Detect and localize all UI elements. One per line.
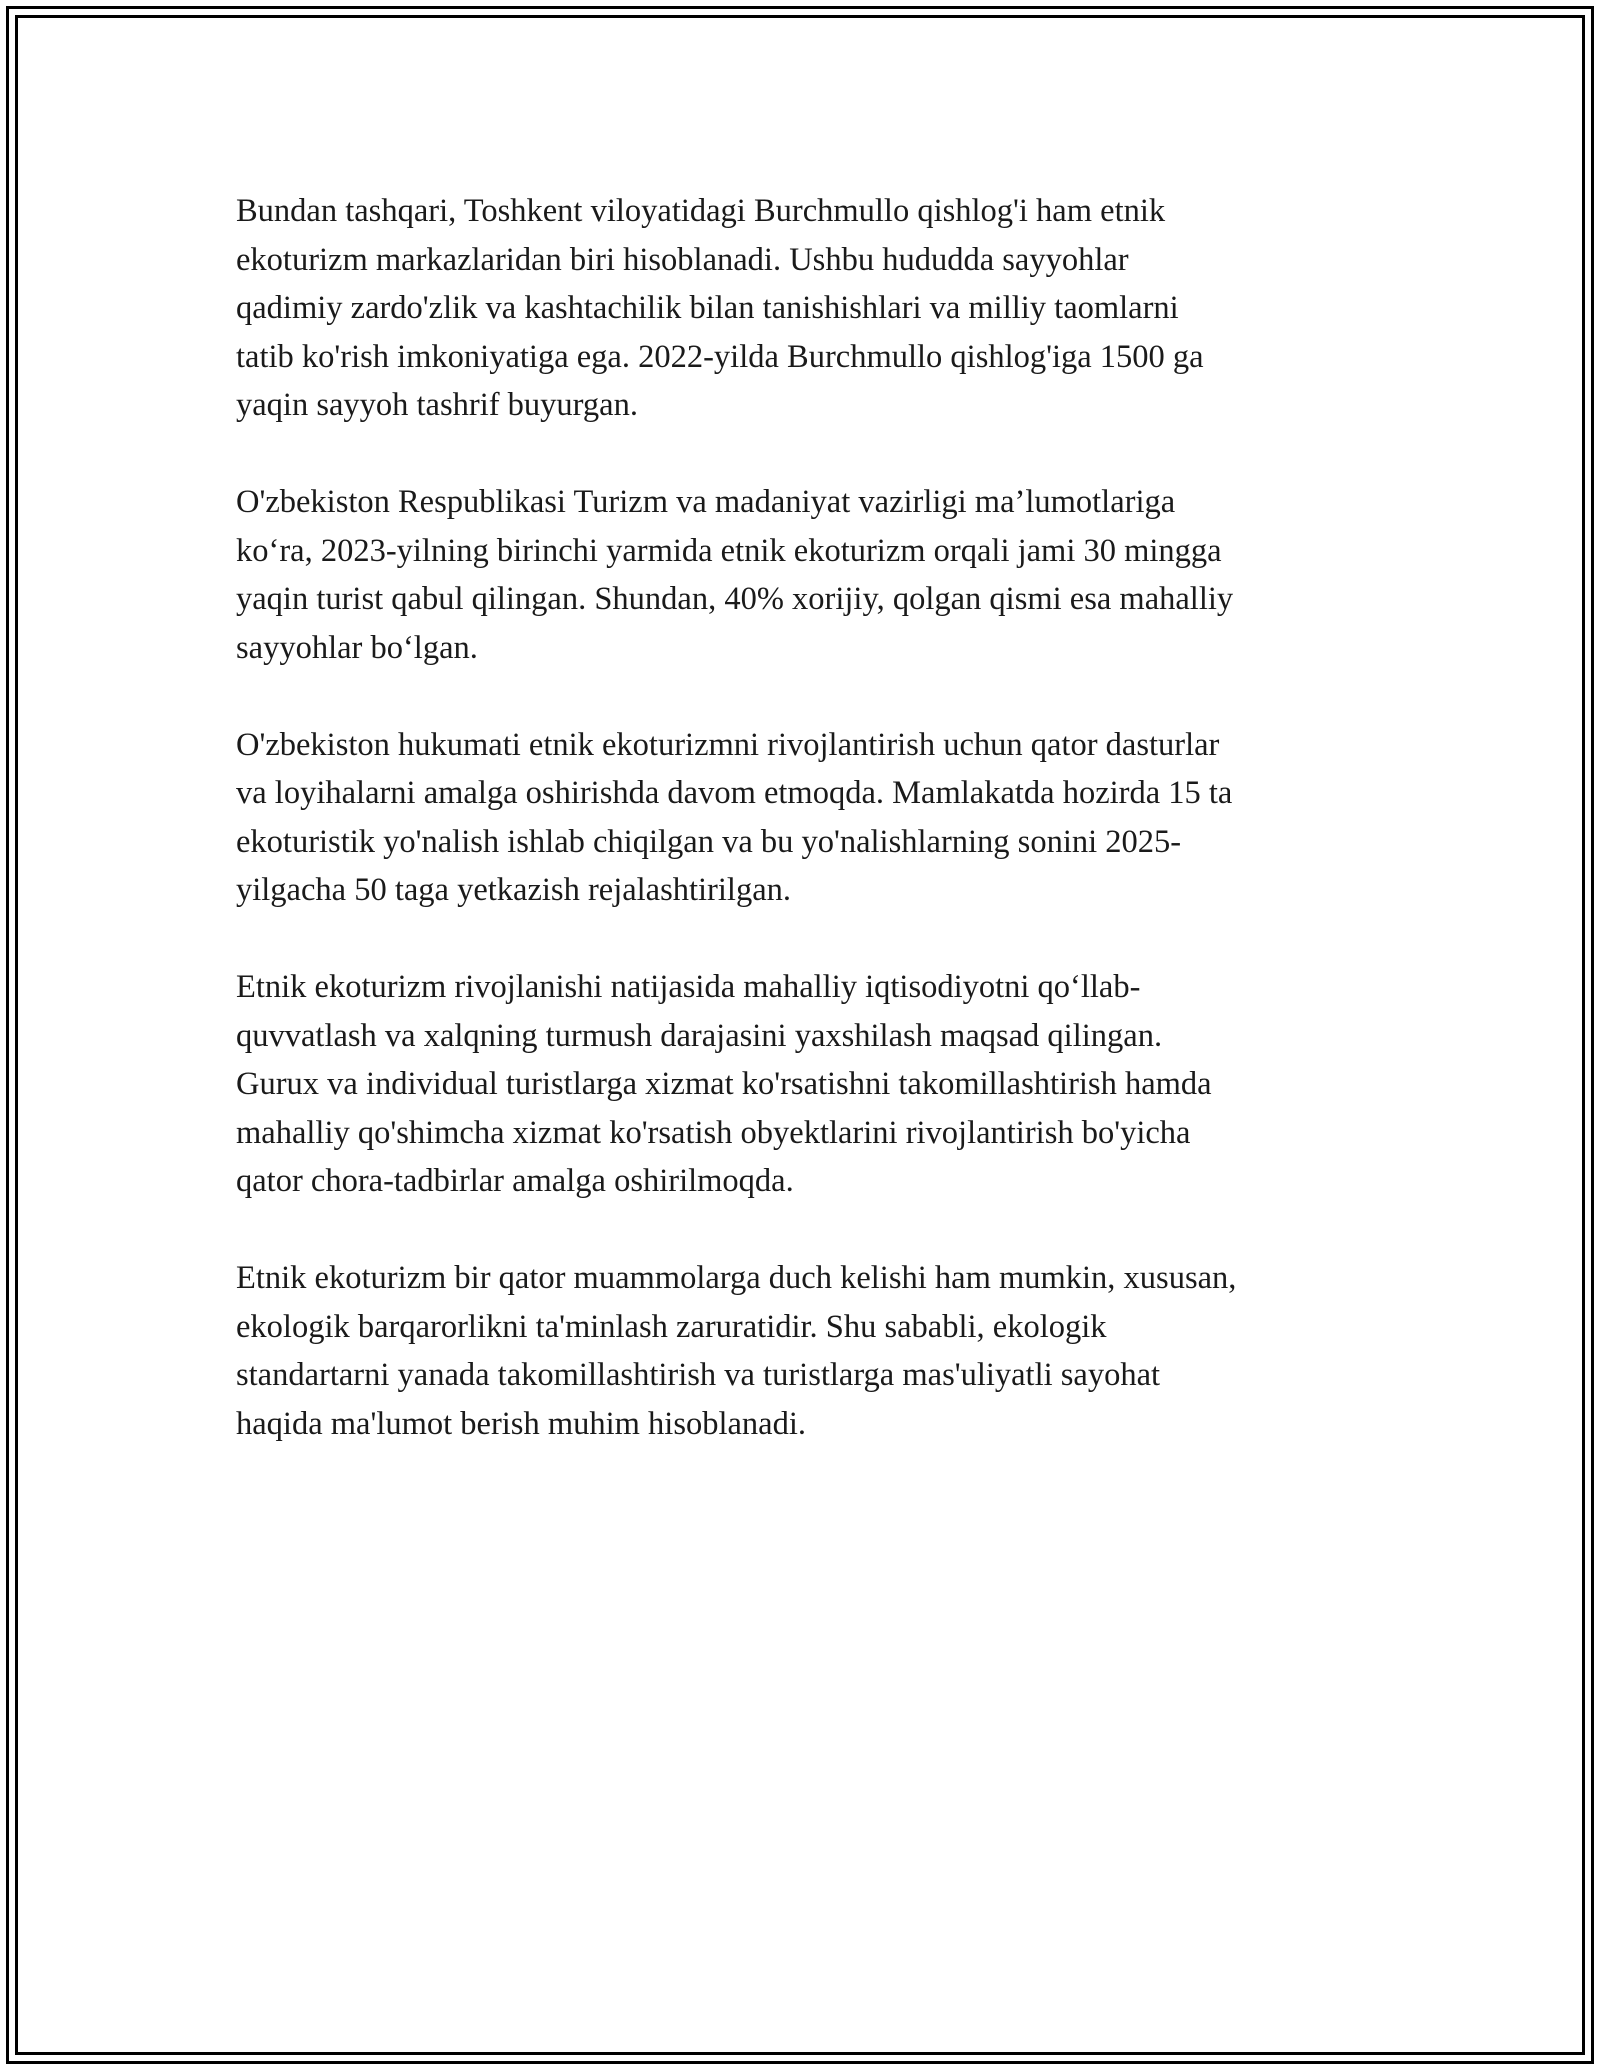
- text-line: sayyohlar bo‘lgan.: [236, 629, 478, 666]
- paragraph-5: [236, 1254, 1376, 1448]
- text-line: ekologik barqarorlikni ta'minlash zaruratidir. Shu sababli, ekologik: [236, 1308, 1107, 1345]
- text-line: qadimiy zardo'zlik va kashtachilik bilan tanishishlari va milliy taomlarni: [236, 290, 1179, 326]
- text-line: haqida ma'lumot berish muhim hisoblanadi.: [236, 1405, 807, 1442]
- paragraph-1: [236, 187, 1376, 430]
- text-line: ekoturistik yo'nalish ishlab chiqilgan va bu yo'nalishlarning sonini 2025-: [236, 823, 1182, 860]
- text-line: quvvatlash va xalqning turmush darajasini yaxshilash maqsad qilingan.: [236, 1017, 1163, 1054]
- text-line: ko‘ra, 2023-yilning birinchi yarmida etnik ekoturizm orqali jami 30 mingga: [236, 532, 1222, 569]
- text-line: Etnik ekoturizm rivojlanishi natijasida mahalliy iqtisodiyotni qo‘llab-: [236, 969, 1141, 1005]
- text-line: tatib ko'rish imkoniyatiga ega. 2022-yilda Burchmullo qishlog'iga 1500 ga: [236, 338, 1204, 375]
- text-line: Bundan tashqari, Toshkent viloyatidagi Burchmullo qishlog'i ham etnik: [236, 193, 1166, 229]
- text-line: O'zbekiston hukumati etnik ekoturizmni rivojlantirish uchun qator dasturlar: [236, 726, 1220, 763]
- text-line: ekoturizm markazlaridan biri hisoblanadi. Ushbu hududda sayyohlar: [236, 241, 1129, 278]
- document-body: [236, 187, 1376, 1497]
- text-line: yaqin sayyoh tashrif buyurgan.: [236, 387, 638, 423]
- paragraph-4: [236, 963, 1376, 1206]
- text-line: yilgacha 50 taga yetkazish rejalashtirilgan.: [236, 872, 791, 908]
- text-line: Gurux va individual turistlarga xizmat ko'rsatishni takomillashtirish hamda: [236, 1066, 1212, 1102]
- text-line: va loyihalarni amalga oshirishda davom etmoqda. Mamlakatda hozirda 15 ta: [236, 775, 1233, 811]
- paragraph-3: [236, 721, 1376, 915]
- paragraph-2: [236, 478, 1376, 672]
- text-line: mahalliy qo'shimcha xizmat ko'rsatish obyektlarini rivojlantirish bo'yicha: [236, 1114, 1191, 1151]
- text-line: qator chora-tadbirlar amalga oshirilmoqda.: [236, 1163, 794, 1199]
- text-line: yaqin turist qabul qilingan. Shundan, 40% xorijiy, qolgan qismi esa mahalliy: [236, 581, 1234, 617]
- text-line: Etnik ekoturizm bir qator muammolarga duch kelishi ham mumkin, xususan,: [236, 1260, 1237, 1296]
- text-line: O'zbekiston Respublikasi Turizm va madaniyat vazirligi ma’lumotlariga: [236, 484, 1176, 520]
- text-line: standartarni yanada takomillashtirish va turistlarga mas'uliyatli sayohat: [236, 1357, 1161, 1393]
